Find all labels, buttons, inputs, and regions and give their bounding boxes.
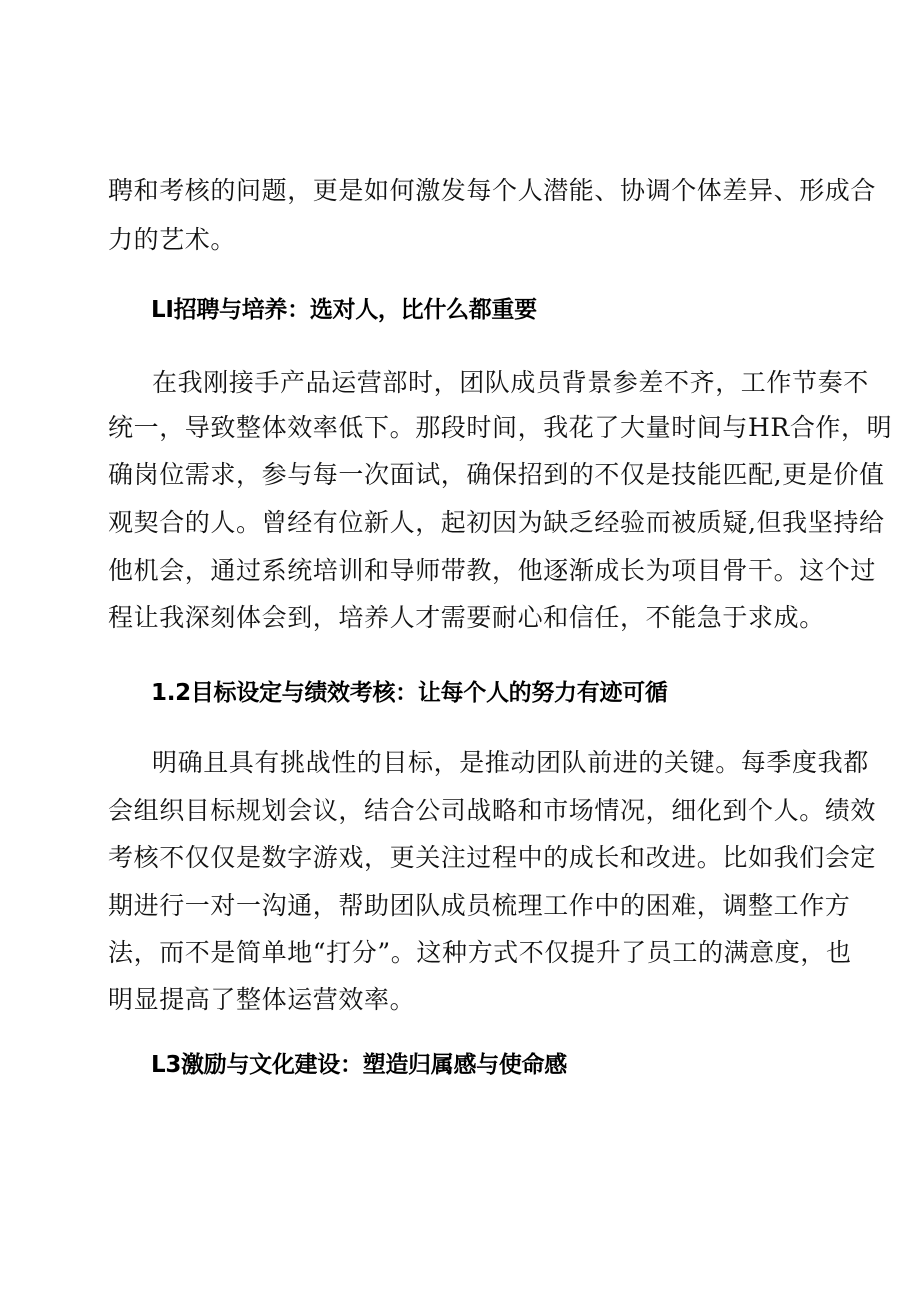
- section-heading-1-1: LI招聘与培养：选对人，比什么都重要: [151, 297, 537, 323]
- paragraph-line: 力的艺术。: [108, 225, 237, 254]
- paragraph-line: 确岗位需求，参与每一次面试，确保招到的不仅是技能匹配,更是价值: [108, 460, 885, 489]
- paragraph-line: 期进行一对一沟通，帮助团队成员梳理工作中的困难，调整工作方: [108, 891, 851, 920]
- paragraph-line: 聘和考核的问题，更是如何激发每个人潜能、协调个体差异、形成合: [108, 176, 877, 205]
- paragraph-line: 明显提高了整体运营效率。: [108, 985, 416, 1014]
- paragraph-line: 法，而不是简单地“打分”。这种方式不仅提升了员工的满意度，也: [108, 938, 852, 967]
- paragraph-line: 统一，导致整体效率低下。那段时间，我花了大量时间与HR合作，明: [108, 413, 893, 442]
- section-heading-1-2: 1.2目标设定与绩效考核：让每个人的努力有迹可循: [151, 680, 668, 706]
- paragraph-line: 会组织目标规划会议，结合公司战略和市场情况，细化到个人。绩效: [108, 796, 877, 825]
- paragraph-line: 程让我深刻体会到，培养人才需要耐心和信任，不能急于求成。: [108, 603, 825, 632]
- section-heading-1-3: L3激励与文化建设：塑造归属感与使命感: [151, 1052, 567, 1078]
- paragraph-line: 考核不仅仅是数字游戏，更关注过程中的成长和改进。比如我们会定: [108, 843, 877, 872]
- paragraph-line: 他机会，通过系统培训和导师带教，他逐渐成长为项目骨干。这个过: [108, 556, 877, 585]
- paragraph-line: 观契合的人。曾经有位新人，起初因为缺乏经验而被质疑,但我坚持给: [108, 508, 885, 537]
- paragraph-line: 在我刚接手产品运营部时，团队成员背景参差不齐，工作节奏不: [152, 368, 869, 397]
- paragraph-line: 明确且具有挑战性的目标，是推动团队前进的关键。每季度我都: [152, 748, 869, 777]
